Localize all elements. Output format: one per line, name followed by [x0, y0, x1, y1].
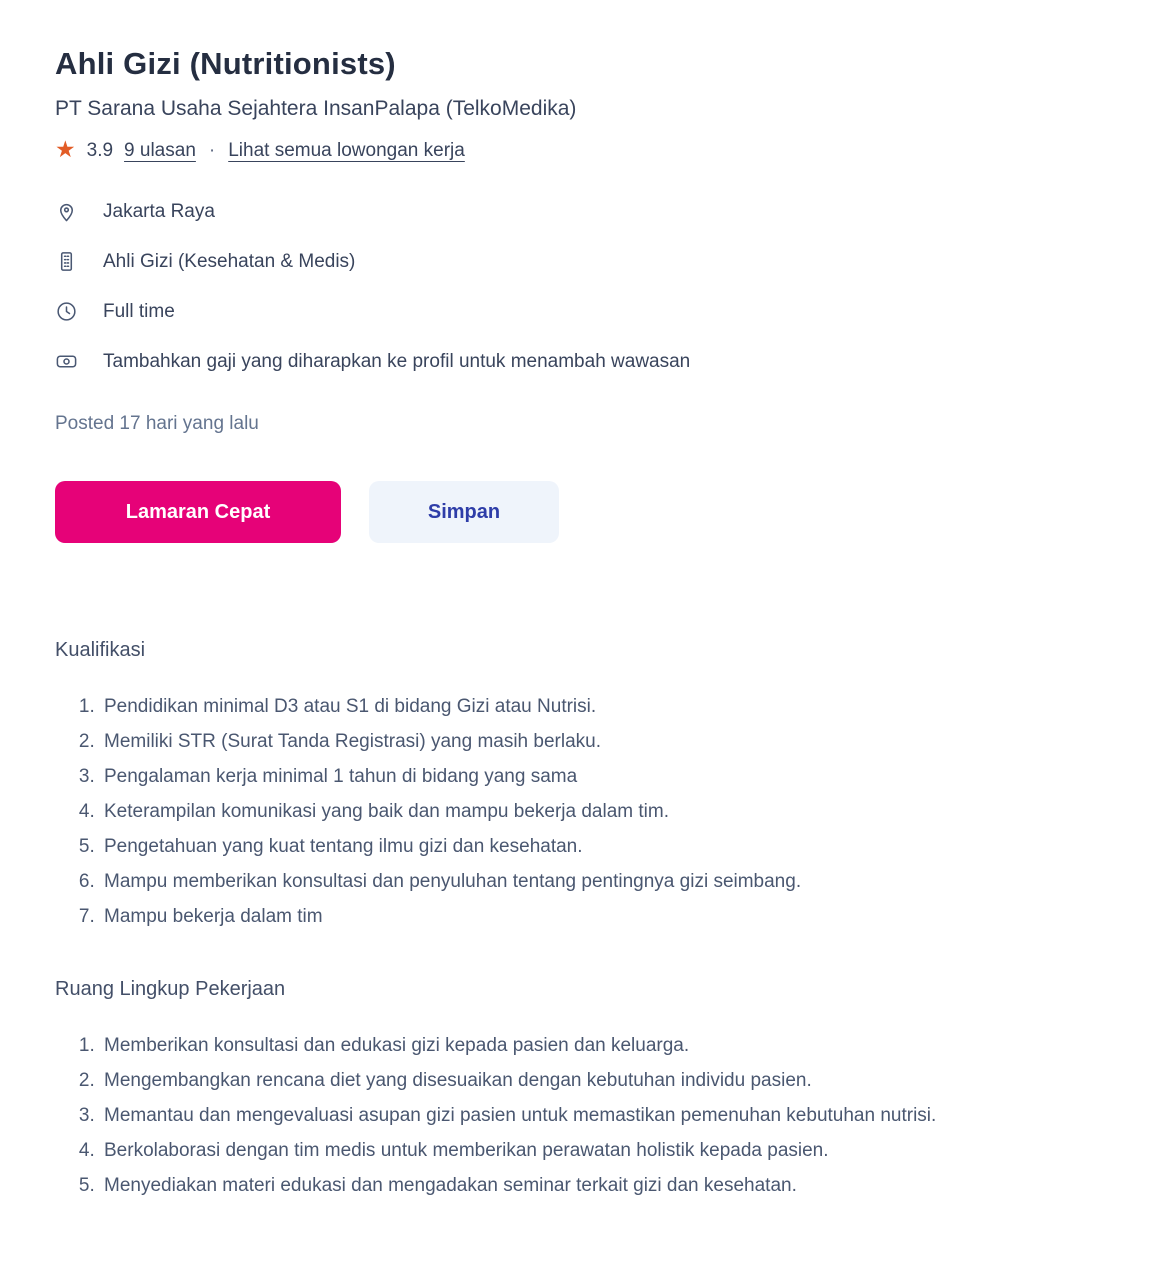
location-pin-icon [55, 200, 78, 223]
building-icon [55, 250, 78, 273]
company-name: PT Sarana Usaha Sejahtera InsanPalapa (TelkoMedika) [55, 97, 577, 120]
job-scope-list [100, 1028, 1132, 1203]
location-text: Jakarta Raya [103, 200, 215, 222]
list-item: 2. Mengembangkan rencana diet yang disesuaikan dengan kebutuhan individu pasien. [100, 1063, 1132, 1098]
section-heading: Ruang Lingkup Pekerjaan [55, 978, 286, 1000]
salary-row [55, 350, 1132, 373]
list-item: 1. Memberikan konsultasi dan edukasi gizi kepada pasien dan keluarga. [100, 1028, 1132, 1063]
rating-value: 3.9 [86, 140, 114, 161]
rating-row [55, 136, 1132, 162]
category-row [55, 250, 1132, 273]
qualifications-section [55, 639, 1132, 934]
page-title: Ahli Gizi (Nutritionists) [55, 46, 396, 81]
job-details [55, 200, 1132, 373]
reviews-link[interactable]: 9 ulasan [124, 140, 196, 161]
worktype-text: Full time [103, 300, 175, 322]
salary-hint-text: Tambahkan gaji yang diharapkan ke profil untuk menambah wawasan [103, 350, 691, 372]
quick-apply-button[interactable]: Lamaran Cepat [55, 481, 341, 543]
list-item: 2. Memiliki STR (Surat Tanda Registrasi) yang masih berlaku. [100, 724, 1132, 759]
list-item: 3. Pengalaman kerja minimal 1 tahun di bidang yang sama [100, 759, 1132, 794]
list-item: 5. Menyediakan materi edukasi dan mengadakan seminar terkait gizi dan kesehatan. [100, 1168, 1132, 1203]
category-text: Ahli Gizi (Kesehatan & Medis) [103, 250, 356, 272]
star-icon: ★ [55, 136, 76, 162]
list-item: 4. Berkolaborasi dengan tim medis untuk memberikan perawatan holistik kepada pasien. [100, 1133, 1132, 1168]
action-buttons [55, 481, 1132, 543]
list-item: 4. Keterampilan komunikasi yang baik dan mampu bekerja dalam tim. [100, 794, 1132, 829]
dot-separator: · [208, 140, 216, 161]
section-heading: Kualifikasi [55, 639, 146, 661]
banknote-icon [55, 350, 78, 373]
list-item: 3. Memantau dan mengevaluasi asupan gizi pasien untuk memastikan pemenuhan kebutuhan nutrisi. [100, 1098, 1132, 1133]
save-button[interactable]: Simpan [369, 481, 559, 543]
clock-icon [55, 300, 78, 323]
list-item: 5. Pengetahuan yang kuat tentang ilmu gizi dan kesehatan. [100, 829, 1132, 864]
job-scope-section [55, 978, 1132, 1203]
list-item: 7. Mampu bekerja dalam tim [100, 899, 1132, 934]
qualifications-list [100, 689, 1132, 934]
posted-date: Posted 17 hari yang lalu [55, 413, 259, 434]
location-row [55, 200, 1132, 223]
worktype-row [55, 300, 1132, 323]
all-jobs-link[interactable]: Lihat semua lowongan kerja [228, 140, 465, 161]
list-item: 1. Pendidikan minimal D3 atau S1 di bidang Gizi atau Nutrisi. [100, 689, 1132, 724]
list-item: 6. Mampu memberikan konsultasi dan penyuluhan tentang pentingnya gizi seimbang. [100, 864, 1132, 899]
